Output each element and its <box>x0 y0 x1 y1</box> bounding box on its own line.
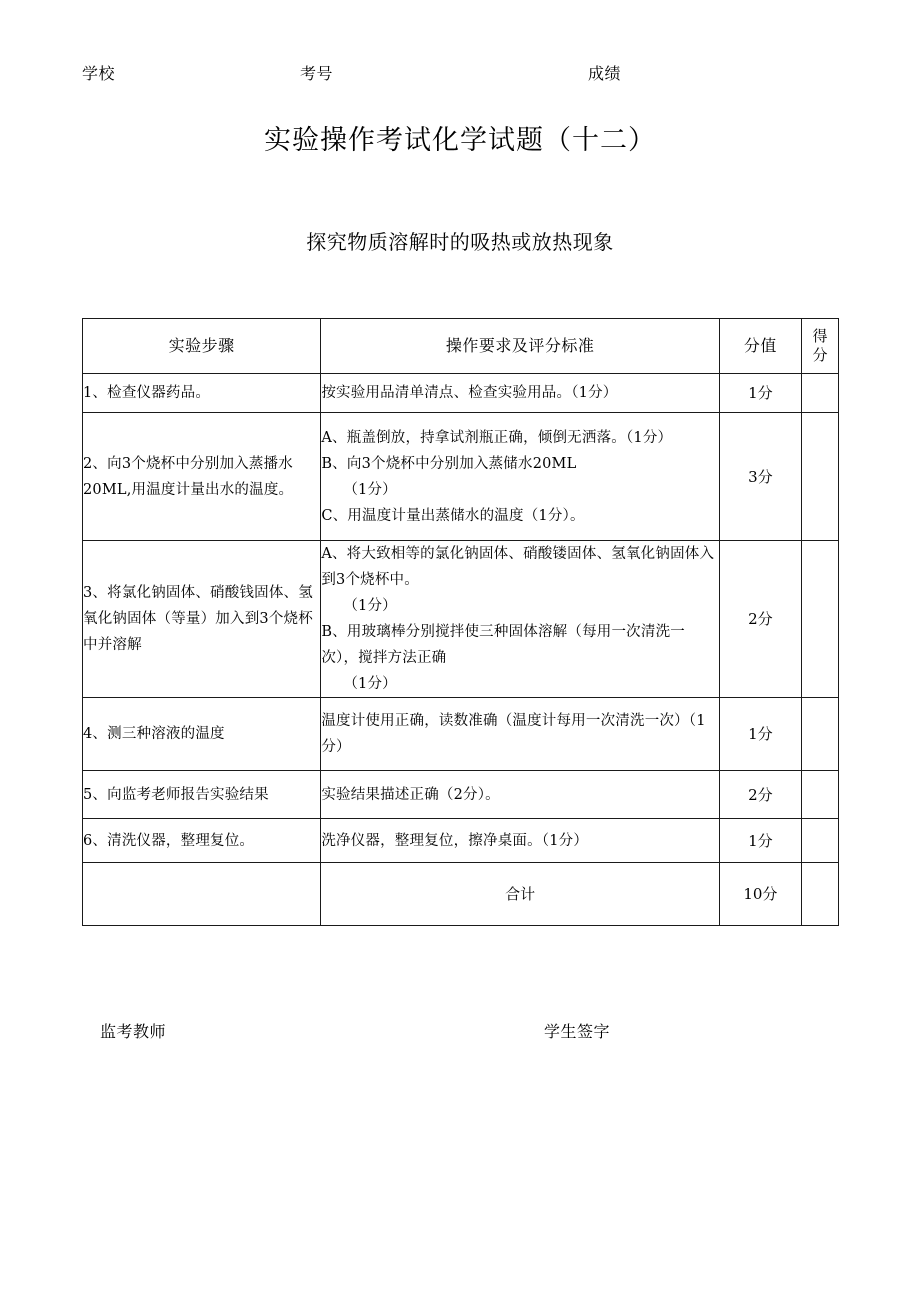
signature-row <box>82 1018 838 1048</box>
score-label: 成绩 <box>588 64 622 83</box>
cell-step: 2、向3个烧杯中分别加入蒸播水20ML,用温度计量出水的温度。 <box>83 413 321 541</box>
cell-point-value: 1分 <box>719 698 801 771</box>
cell-step: 3、将氯化钠固体、硝酸钱固体、氢氧化钠固体（等量）加入到3个烧杯中并溶解 <box>83 541 321 698</box>
exam-number-label: 考号 <box>300 64 334 83</box>
total-point-value: 10分 <box>719 863 801 926</box>
exam-info-row <box>82 60 838 90</box>
student-signature-label: 学生签字 <box>544 1022 611 1041</box>
scoring-table-wrapper <box>82 318 839 926</box>
table-row <box>83 771 839 819</box>
requirement-line: 按实验用品清单清点、检查实验用品。（1分） <box>321 385 618 401</box>
cell-got-score[interactable] <box>801 374 838 413</box>
cell-step: 6、清洗仪器，整理复位。 <box>83 819 321 863</box>
cell-point-value: 2分 <box>719 541 801 698</box>
cell-total-step <box>83 863 321 926</box>
total-label: 合计 <box>321 863 720 926</box>
cell-got-score[interactable] <box>801 698 838 771</box>
requirement-line: （1分） <box>343 481 397 498</box>
requirement-line: 实验结果描述正确（2分）。 <box>321 786 500 803</box>
column-header-value: 分值 <box>719 319 801 374</box>
column-header-got-line1: 得 <box>812 327 828 345</box>
column-header-step: 实验步骤 <box>83 319 321 374</box>
cell-requirement <box>321 698 720 771</box>
cell-point-value: 3分 <box>719 413 801 541</box>
cell-requirement <box>321 541 720 698</box>
table-row <box>83 413 839 541</box>
requirement-line: 洗净仪器，整理复位，擦净桌面。（1分） <box>321 832 589 849</box>
cell-got-score[interactable] <box>801 771 838 819</box>
cell-requirement <box>321 413 720 541</box>
requirement-line: C、用温度计量出蒸储水的温度（1分）。 <box>321 507 585 524</box>
requirement-line: A、将大致相等的氯化钠固体、硝酸镂固体、氢氧化钠固体入到3个烧杯中。 <box>321 546 715 588</box>
column-header-got-score <box>801 319 838 374</box>
requirement-line: （1分） <box>343 676 397 692</box>
cell-step: 4、测三种溶液的温度 <box>83 698 321 771</box>
table-body <box>83 374 839 926</box>
page-title: 实验操作考试化学试题（十二） <box>264 125 656 156</box>
table-total-row <box>83 863 839 926</box>
cell-step: 5、向监考老师报告实验结果 <box>83 771 321 819</box>
table-header-row <box>83 319 839 374</box>
column-header-requirement: 操作要求及评分标准 <box>321 319 720 374</box>
cell-got-score[interactable] <box>801 819 838 863</box>
scoring-table <box>82 318 839 926</box>
cell-requirement <box>321 771 720 819</box>
requirement-line: A、瓶盖倒放，持拿试剂瓶正确，倾倒无洒落。（1分） <box>321 429 673 446</box>
cell-got-score[interactable] <box>801 413 838 541</box>
requirement-line: B、向3个烧杯中分别加入蒸储水20ML <box>321 455 577 472</box>
cell-got-score[interactable] <box>801 541 838 698</box>
table-row <box>83 819 839 863</box>
school-label: 学校 <box>82 64 116 83</box>
requirement-line: 温度计使用正确，读数准确（温度计每用一次清洗一次）（1分） <box>321 713 706 755</box>
page-subtitle: 探究物质溶解时的吸热或放热现象 <box>306 230 614 254</box>
cell-requirement <box>321 374 720 413</box>
table-row <box>83 698 839 771</box>
cell-point-value: 2分 <box>719 771 801 819</box>
requirement-line: （1分） <box>343 598 397 614</box>
invigilator-label: 监考教师 <box>100 1022 167 1041</box>
cell-step: 1、检查仪器药品。 <box>83 374 321 413</box>
cell-point-value: 1分 <box>719 374 801 413</box>
table-row <box>83 541 839 698</box>
requirement-line: B、用玻璃棒分别搅拌使三种固体溶解（每用一次清洗一次），搅拌方法正确 <box>321 624 685 666</box>
table-row <box>83 374 839 413</box>
cell-point-value: 1分 <box>719 819 801 863</box>
cell-requirement <box>321 819 720 863</box>
total-got-score[interactable] <box>801 863 838 926</box>
column-header-got-line2: 分 <box>812 346 828 364</box>
